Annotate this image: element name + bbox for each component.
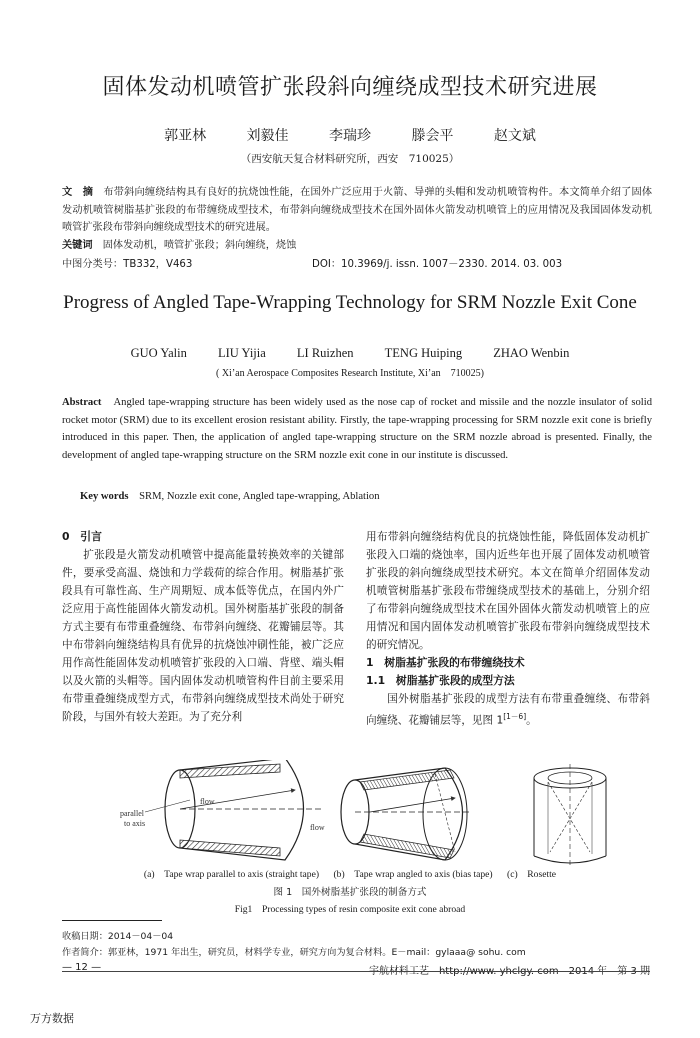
- abstract-cn-text: 布带斜向缠绕结构具有良好的抗烧蚀性能，在国外广泛应用于火箭、导弹的头帽和发动机喷管构件。本文简单介绍了固体发动机喷管树脂基扩张段的布带缠绕成型技术，布带斜向缠绕成型技术在国外固体火箭发动机喷管上的应用情况及我国固体发动机喷管扩张段布带斜向缠绕成型技术的研究进展。: [62, 187, 653, 233]
- section-heading: 0 引言: [62, 530, 102, 543]
- doi: DOI：10.3969/j. issn. 1007－2330. 2014. 03. 003: [312, 259, 563, 270]
- keywords-en: [80, 488, 650, 503]
- figure-1-subcaptions: [0, 866, 700, 880]
- footnote-author: 作者简介：郭亚林，1971 年出生，研究员，材料学专业，研究方向为复合材料。E－mail：gylaaa@ sohu. com: [62, 947, 526, 958]
- caption-a: (a) Tape wrap parallel to axis (straight tape): [143, 869, 320, 880]
- authors-en: [0, 346, 700, 361]
- label-flow-b: flow: [310, 823, 325, 832]
- label-parallel: parallel: [120, 809, 144, 818]
- footer-divider: [62, 971, 650, 972]
- body-column-left: [62, 528, 344, 726]
- label-flow-a: flow: [200, 797, 215, 806]
- affiliation-cn: （西安航天复合材料研究所，西安 710025）: [240, 153, 460, 165]
- author-cn: 刘毅佳: [246, 128, 289, 144]
- abstract-en-text: Angled tape-wrapping structure has been widely used as the nose cap of rocket and missile and the nozzle insulator of solid rocket motor (SRM) due to its excellent erosion resistant ability. Firstly, the tape-wrapping processing for SRM nozzle exit cone is briefly introduced in this paper. Then, the application of angled tape-wrapping structure on the SRM nozzle abroad is presented. Finally, the development of angled tape-wrapping structure on the SRM nozzle exit cone in our institute is discussed.: [62, 397, 652, 461]
- body-paragraph: [366, 690, 650, 730]
- citation-ref: [1－6]: [503, 712, 527, 721]
- author-cn: 郭亚林: [164, 128, 207, 144]
- author-en: ZHAO Wenbin: [493, 346, 570, 360]
- abstract-en-label: Abstract: [62, 397, 102, 408]
- journal-footer: 宇航材料工艺 http://www. yhclgy. com 2014 年 第 3 期: [368, 966, 650, 977]
- watermark: 万方数据: [30, 1012, 74, 1025]
- figure-1-caption-en: Fig1 Processing types of resin composite exit cone abroad: [234, 904, 466, 915]
- subsection-heading: 1.1 树脂基扩张段的成型方法: [366, 674, 515, 687]
- paragraph-text: 国外树脂基扩张段的成型方法有布带重叠缠绕、布带斜向缠绕、花瓣铺层等，见图 1: [366, 693, 650, 727]
- keywords-en-text: SRM, Nozzle exit cone, Angled tape-wrapping, Ablation: [139, 491, 380, 502]
- abstract-en: [62, 394, 652, 464]
- body-column-right: [366, 528, 650, 730]
- figure-1: [60, 760, 650, 872]
- keywords-cn-label: 关键词: [62, 240, 93, 251]
- author-en: LIU Yijia: [218, 346, 266, 360]
- page-number: — 12 —: [62, 962, 102, 973]
- author-cn: 滕会平: [411, 128, 454, 144]
- classification-line: [62, 255, 652, 270]
- footnote-divider: [62, 920, 162, 921]
- section-heading: 1 树脂基扩张段的布带缠绕技术: [366, 656, 525, 669]
- title-cn: 固体发动机喷管扩张段斜向缠绕成型技术研究进展: [102, 75, 598, 100]
- keywords-cn-text: 固体发动机，喷管扩张段；斜向缠绕，烧蚀: [102, 240, 297, 251]
- paragraph-end: 。: [526, 714, 537, 727]
- caption-b: (b) Tape wrap angled to axis (bias tape): [333, 869, 493, 880]
- title-en: Progress of Angled Tape-Wrapping Technology for SRM Nozzle Exit Cone: [63, 292, 637, 313]
- author-cn: 赵文斌: [493, 128, 536, 144]
- keywords-cn: [62, 236, 652, 251]
- body-paragraph: 扩张段是火箭发动机喷管中提高能量转换效率的关键部件，要承受高温、烧蚀和力学载荷的综合作用。树脂基扩张段具有可靠性高、生产周期短、成本低等优点，在国内外广泛应用于高性能固体火箭发动机。国外树脂基扩张段的制备方式主要有布带重叠缠绕、布带斜向缠绕、花瓣铺层等。其中布带斜向缠绕结构具有优异的抗烧蚀冲刷性能，被广泛应用作高性能固体发动机喷管扩张段的入口端、背壁、端头帽以及火箭的头帽等。国内固体发动机喷管构件目前主要采用布带重叠缠绕成型方式，布带斜向缠绕成型技术尚处于研究阶段，与国外有较大差距。为了充分利: [62, 549, 344, 723]
- figure-1c-diagram: [534, 764, 606, 866]
- classification: 中图分类号：TB332，V463: [62, 259, 193, 270]
- author-en: GUO Yalin: [130, 346, 187, 360]
- author-cn: 李瑞珍: [329, 128, 371, 144]
- abstract-cn-label: 文 摘: [62, 187, 94, 198]
- author-en: LI Ruizhen: [296, 346, 354, 360]
- footnote-received: 收稿日期：2014－04－04: [62, 931, 174, 942]
- figure-1a-diagram: [120, 760, 322, 860]
- body-paragraph: 用布带斜向缠绕结构优良的抗烧蚀性能，降低固体发动机扩张段入口端的烧蚀率，国内近些年也开展了固体发动机喷管扩张段的斜向缠绕成型技术研究。本文在简单介绍固体发动机喷管树脂基扩张段布带缠绕成型技术的基础上，分别介绍了布带斜向缠绕成型技术在国外固体火箭发动机喷管上的应用情况和国内固体发动机喷管扩张段布带斜向缠绕成型技术的研究情况。: [366, 531, 650, 651]
- keywords-en-label: Key words: [80, 491, 129, 502]
- author-en: TENG Huiping: [384, 346, 463, 360]
- caption-c: (c) Rosette: [507, 869, 557, 880]
- authors-cn: [0, 125, 700, 145]
- abstract-cn: [62, 184, 652, 237]
- label-to-axis: to axis: [124, 819, 146, 828]
- figure-1b-diagram: [310, 768, 470, 860]
- affiliation-en: ( Xi’an Aerospace Composites Research Institute, Xi’an 710025): [216, 368, 484, 379]
- figure-1-caption-cn: 图 1 国外树脂基扩张段的制备方式: [273, 887, 427, 898]
